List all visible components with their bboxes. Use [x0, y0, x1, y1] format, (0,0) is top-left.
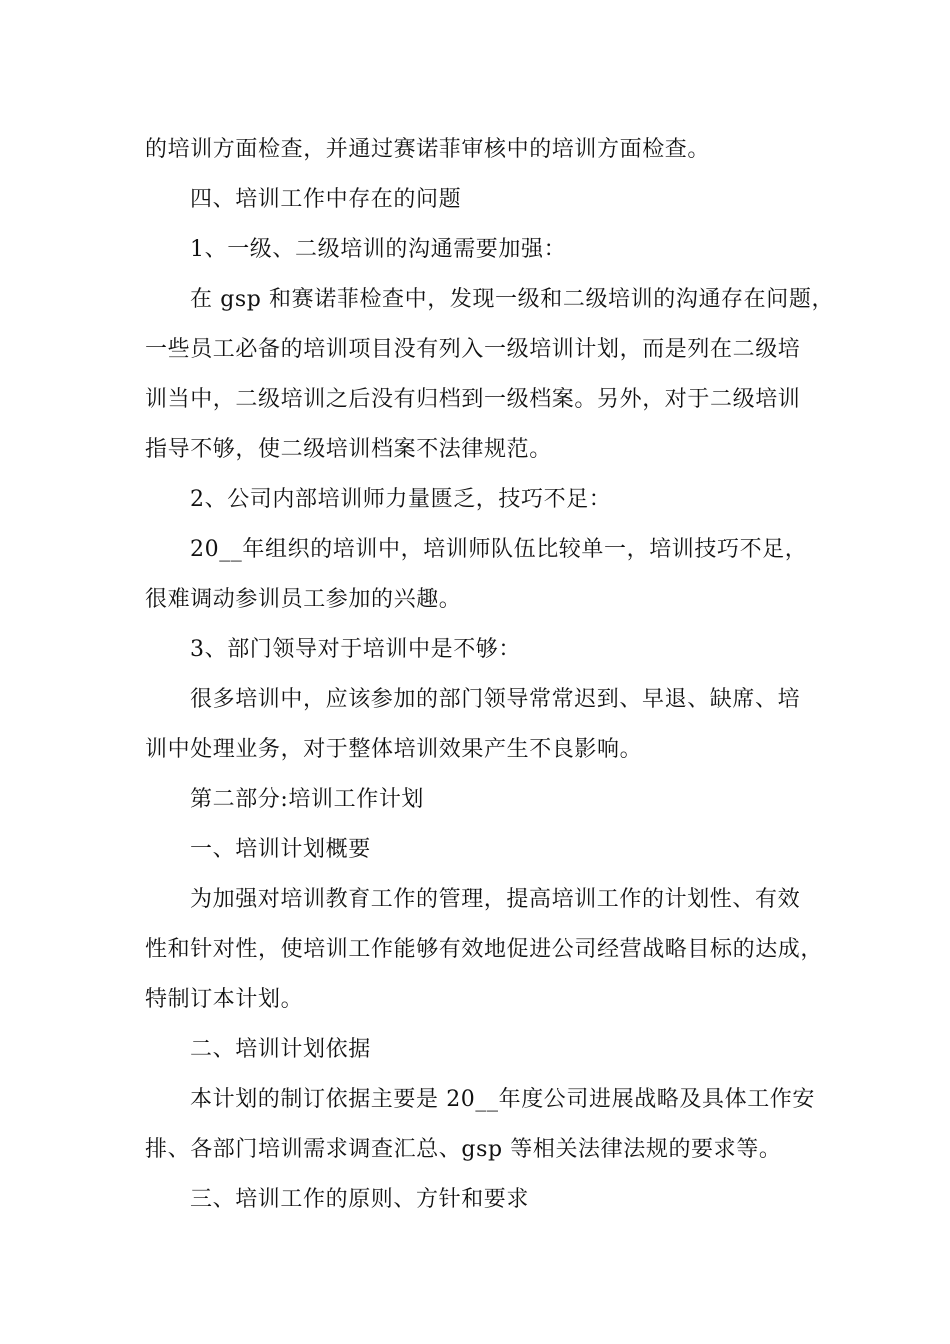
text-line: 为加强对培训教育工作的管理，提高培训工作的计划性、有效	[190, 887, 801, 912]
text-line: 性和针对性，使培训工作能够有效地促进公司经营战略目标的达成，	[145, 937, 824, 962]
text-line: 一些员工必备的培训项目没有列入一级培训计划，而是列在二级培	[145, 337, 801, 362]
subsection-heading: 1、一级、二级培训的沟通需要加强：	[190, 237, 567, 262]
text-line: 特制订本计划。	[145, 987, 304, 1012]
text-line: 的培训方面检查，并通过赛诺菲审核中的培训方面检查。	[145, 137, 711, 162]
subsection-heading: 3、部门领导对于培训中是不够：	[190, 637, 521, 662]
text-line: 在 gsp 和赛诺菲检查中，发现一级和二级培训的沟通存在问题，	[190, 287, 835, 312]
text-line: 训中处理业务，对于整体培训效果产生不良影响。	[145, 737, 643, 762]
section-heading: 三、培训工作的原则、方针和要求	[190, 1187, 530, 1212]
section-heading: 二、培训计划依据	[190, 1037, 371, 1062]
section-heading: 一、培训计划概要	[190, 837, 371, 862]
text-line: 20__年组织的培训中，培训师队伍比较单一，培训技巧不足，	[190, 537, 808, 562]
text-line: 本计划的制订依据主要是 20__年度公司进展战略及具体工作安	[190, 1087, 815, 1112]
text-line: 指导不够，使二级培训档案不法律规范。	[145, 437, 552, 462]
part-heading: 第二部分:培训工作计划	[190, 787, 425, 812]
subsection-heading: 2、公司内部培训师力量匮乏，技巧不足：	[190, 487, 612, 512]
text-line: 很难调动参训员工参加的兴趣。	[145, 587, 462, 612]
text-line: 训当中，二级培训之后没有归档到一级档案。另外，对于二级培训	[145, 387, 801, 412]
text-line: 排、各部门培训需求调查汇总、gsp 等相关法律法规的要求等。	[145, 1137, 782, 1162]
section-heading: 四、培训工作中存在的问题	[190, 187, 462, 212]
text-line: 很多培训中，应该参加的部门领导常常迟到、早退、缺席、培	[190, 687, 801, 712]
